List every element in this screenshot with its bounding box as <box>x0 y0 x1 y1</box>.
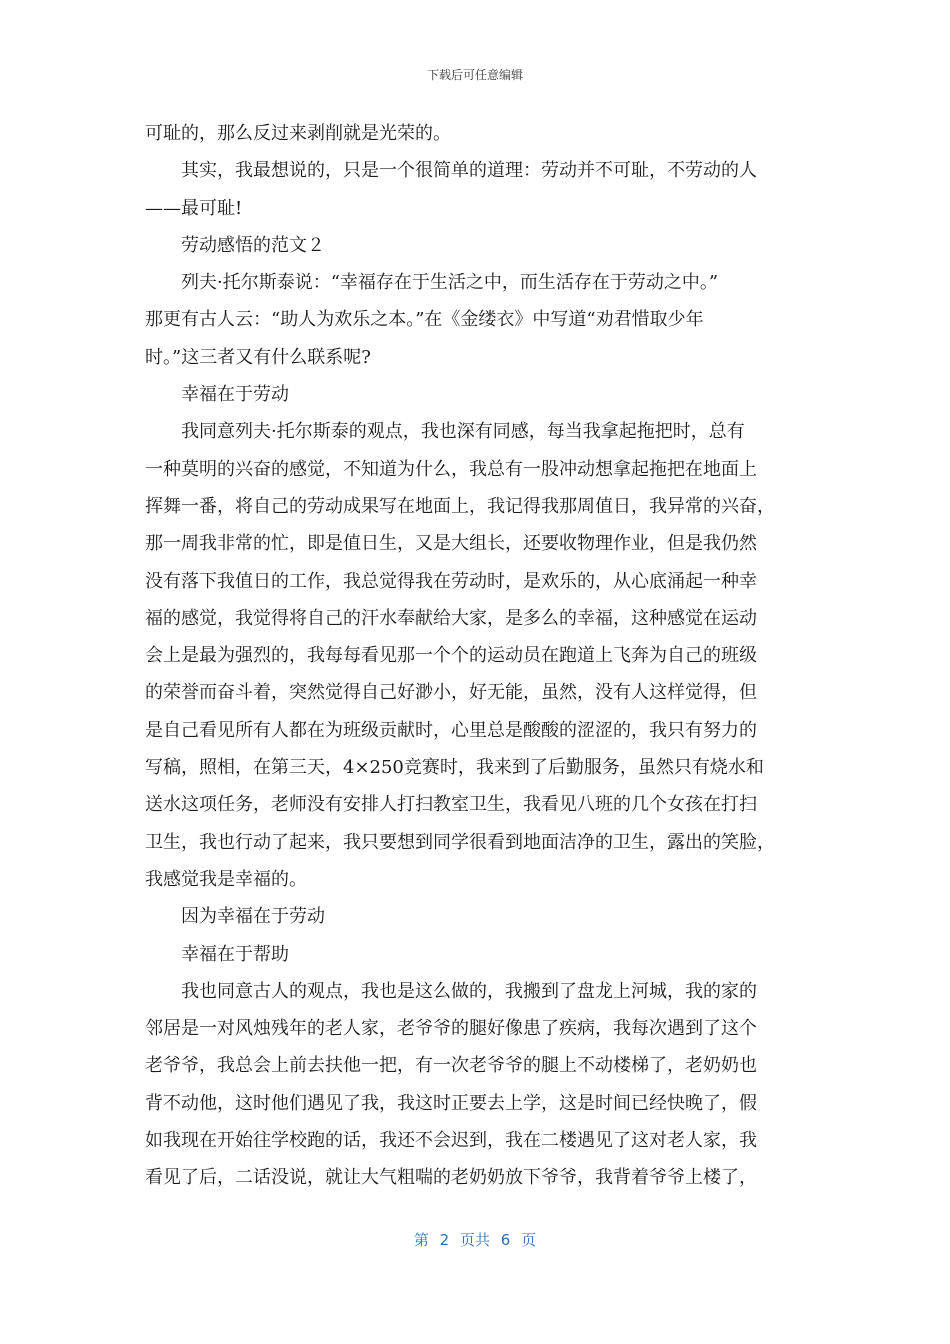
text-line: 那一周我非常的忙，即是值日生，又是大组长，还要收物理作业，但是我仍然 <box>145 533 757 555</box>
text-line: 劳动感悟的范文２ <box>181 234 325 256</box>
text-line: 那更有古人云：“助人为欢乐之本。”在《金缕衣》中写道“劝君惜取少年 <box>145 309 704 331</box>
text-line: 可耻的，那么反过来剥削就是光荣的。 <box>145 123 451 144</box>
page-number-footer: 第 2 页共 6 页 <box>413 1231 537 1249</box>
text-line: 卫生，我也行动了起来，我只要想到同学很看到地面洁净的卫生，露出的笑脸， <box>145 831 775 853</box>
text-line: 写稿，照相，在第三天，4×250竞赛时，我来到了后勤服务，虽然只有烧水和 <box>145 757 764 779</box>
text-line: 背不动他，这时他们遇见了我，我这时正要去上学，这是时间已经快晚了，假 <box>145 1092 757 1114</box>
text-line: 如我现在开始往学校跑的话，我还不会迟到，我在二楼遇见了这对老人家，我 <box>145 1130 757 1152</box>
text-line: 是自己看见所有人都在为班级贡献时，心里总是酸酸的涩涩的，我只有努力的 <box>145 719 757 741</box>
text-line: 其实，我最想说的，只是一个很简单的道理：劳动并不可耻，不劳动的人 <box>181 160 757 182</box>
text-line: 福的感觉，我觉得将自己的汗水奉献给大家，是多么的幸福，这种感觉在运动 <box>145 607 757 629</box>
text-line: 看见了后，二话没说，就让大气粗喘的老奶奶放下爷爷，我背着爷爷上楼了， <box>145 1167 757 1189</box>
text-line: 一种莫明的兴奋的感觉，不知道为什么，我总有一股冲动想拿起拖把在地面上 <box>145 458 757 480</box>
text-line: 列夫·托尔斯泰说：“幸福存在于生活之中，而生活存在于劳动之中。” <box>181 272 719 294</box>
text-line: 我同意列夫·托尔斯泰的观点，我也深有同感，每当我拿起拖把时，总有 <box>181 421 745 443</box>
text-line: 送水这项任务，老师没有安排人打扫教室卫生，我看见八班的几个女孩在打扫 <box>145 794 757 816</box>
text-line: 幸福在于劳动 <box>181 384 289 406</box>
text-line: ——最可耻! <box>145 197 243 219</box>
text-line: 没有落下我值日的工作，我总觉得我在劳动时，是欢乐的，从心底涌起一种幸 <box>145 570 757 592</box>
text-line: 幸福在于帮助 <box>181 943 289 965</box>
page-header: 下载后可任意编辑 <box>426 68 523 82</box>
text-line: 我感觉我是幸福的。 <box>145 868 307 890</box>
text-line: 邻居是一对风烛残年的老人家，老爷爷的腿好像患了疾病，我每次遇到了这个 <box>145 1018 757 1040</box>
text-line: 老爷爷，我总会上前去扶他一把，有一次老爷爷的腿上不动楼梯了，老奶奶也 <box>145 1055 757 1077</box>
text-line: 时。”这三者又有什么联系呢? <box>145 346 371 368</box>
text-line: 会上是最为强烈的，我每每看见那一个个的运动员在跑道上飞奔为自己的班级 <box>145 645 757 667</box>
text-line: 因为幸福在于劳动 <box>181 906 325 928</box>
text-line: 挥舞一番，将自己的劳动成果写在地面上，我记得我那周值日，我异常的兴奋， <box>145 495 775 517</box>
document-body <box>145 115 810 1197</box>
text-line: 我也同意古人的观点，我也是这么做的，我搬到了盘龙上河城，我的家的 <box>181 980 757 1002</box>
text-line: 的荣誉而奋斗着，突然觉得自己好渺小，好无能，虽然，没有人这样觉得，但 <box>145 682 757 704</box>
